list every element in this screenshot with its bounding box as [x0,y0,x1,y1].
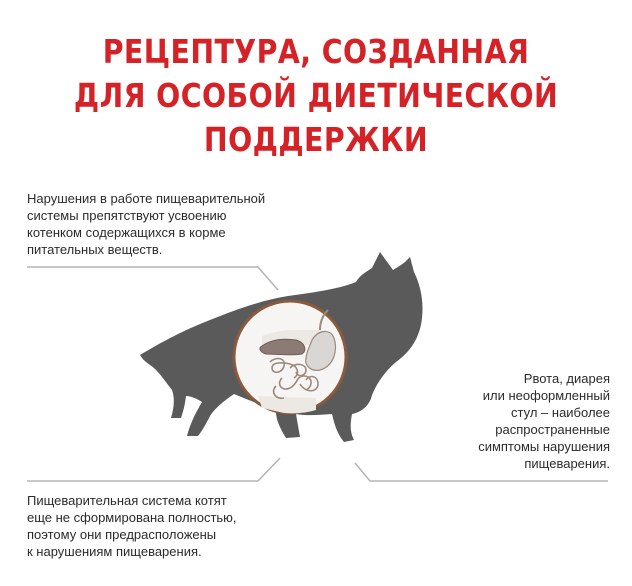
callout-line: Рвота, диарея [523,371,610,386]
callout-line: стул – наиболее [511,405,610,420]
callout-line: поэтому они предрасположены [27,527,217,542]
callout-line: распространенные [495,422,610,437]
callout-text-top-left [27,190,265,258]
title-line-3: ПОДДЕРЖКИ [203,120,429,159]
callout-line-bottom-left [27,458,280,481]
callout-line: Нарушения в работе пищеварительной [27,191,266,206]
callout-text-right [478,370,610,472]
callout-line: системы препятствуют усвоению [27,208,227,223]
callout-line: котенком содержащихся в корме [27,225,226,240]
title-line-2: ДЛЯ ОСОБОЙ ДИЕТИЧЕСКОЙ [73,76,559,115]
callout-line: питательных веществ. [27,242,163,257]
callout-line: еще не сформирована полностью, [27,510,237,525]
digestive-system-icon [234,301,346,413]
callout-line: Пищеварительная система котят [27,493,227,508]
callout-text-bottom-left [27,492,237,560]
callout-line: симптомы нарушения [478,439,610,454]
callout-line: к нарушениям пищеварения. [27,544,202,559]
title-line-1: РЕЦЕПТУРА, СОЗДАННАЯ [102,32,530,71]
callout-line-top-left [27,267,278,290]
callout-line: или неоформленный [482,388,610,403]
callout-line: пищеварения. [524,456,610,471]
